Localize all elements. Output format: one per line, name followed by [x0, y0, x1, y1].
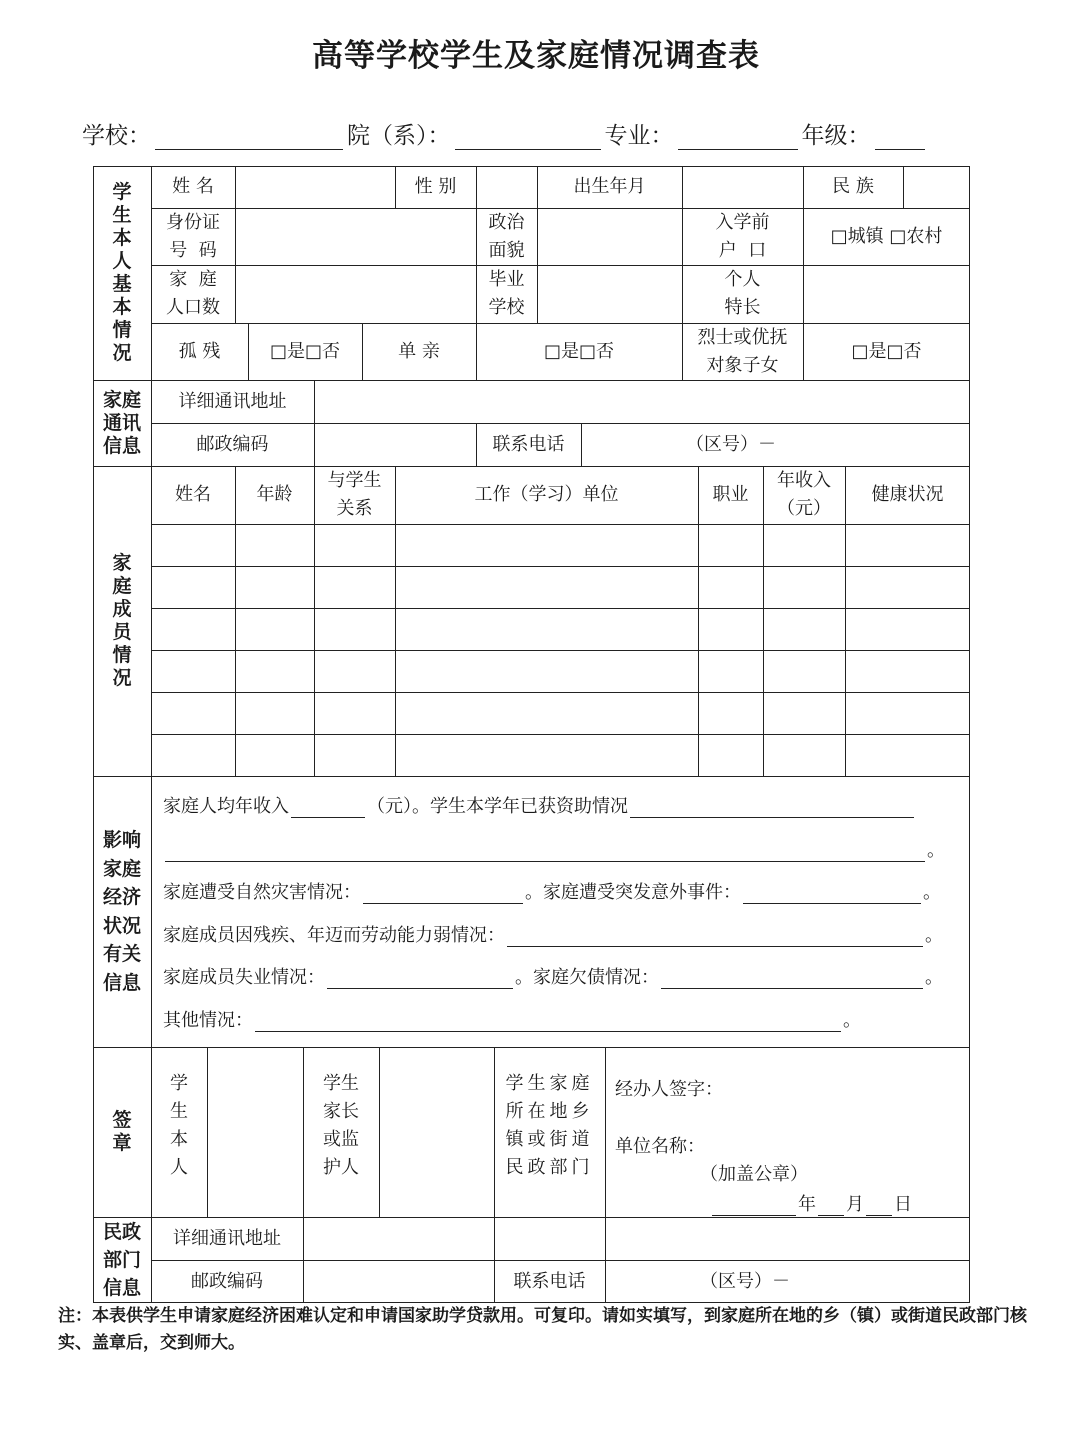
- student-signature-label: 学 生 本 人: [170, 1073, 188, 1178]
- aid-received-field-cont[interactable]: [165, 841, 925, 862]
- other-field[interactable]: [255, 1011, 841, 1032]
- hukou-options[interactable]: □城镇 □农村: [830, 225, 943, 247]
- martyr-checkbox[interactable]: □是□否: [851, 340, 922, 362]
- id-label: 身份证 号 码: [166, 211, 220, 261]
- footnote: 注：本表供学生申请家庭经济困难认定和申请国家助学贷款用。可复印。请如实填写，到家庭所在地的乡（镇）或街道民政部门核实、盖章后，交到师大。: [58, 1306, 1027, 1353]
- unit-name-label: 单位名称：: [615, 1136, 705, 1157]
- members-row-1[interactable]: [151, 524, 970, 566]
- accident-field[interactable]: [743, 883, 921, 904]
- major-field[interactable]: [678, 119, 798, 150]
- ethnicity-label: 民 族: [832, 176, 874, 197]
- name-field[interactable]: [235, 166, 395, 208]
- economy-line-3: 家庭遭受自然灾害情况： 。家庭遭受突发意外事件： 。: [163, 882, 941, 903]
- civil-address-field[interactable]: [303, 1217, 970, 1260]
- birth-label: 出生年月: [573, 176, 646, 197]
- members-header-relation: 与学生 关系: [327, 470, 382, 519]
- members-header-employer: 工作（学习）单位: [474, 484, 619, 505]
- major-label: 专业：: [604, 123, 674, 149]
- members-row-3[interactable]: [151, 608, 970, 650]
- form-title: 高等学校学生及家庭情况调查表: [312, 38, 760, 74]
- section-signature-label: 签章: [112, 1109, 132, 1154]
- family-size-label: 家 庭 人口数: [166, 269, 220, 318]
- department-label: 院（系）：: [347, 123, 451, 149]
- members-header-occupation: 职业: [712, 484, 749, 505]
- date-line: 年 月 日: [710, 1190, 912, 1216]
- economy-line-6: 其他情况： 。: [163, 1010, 861, 1031]
- martyr-label: 烈士或优抚 对象子女: [697, 326, 788, 376]
- per-capita-income-field[interactable]: [291, 797, 365, 818]
- members-header-health: 健康状况: [871, 484, 944, 505]
- graduate-school-label: 毕业 学校: [488, 269, 525, 318]
- student-signature-field[interactable]: [207, 1047, 303, 1217]
- contact-phone-label: 联系电话: [492, 433, 565, 455]
- members-row-2[interactable]: [151, 566, 970, 608]
- contact-address-label: 详细通讯地址: [178, 390, 287, 412]
- debt-field[interactable]: [661, 968, 923, 989]
- section-economy-label: 影响家庭经济状况有关信息: [102, 829, 141, 994]
- gender-label: 性 别: [414, 176, 457, 197]
- economy-line-4: 家庭成员因残疾、年迈而劳动能力弱情况： 。: [163, 925, 943, 946]
- economy-line-5: 家庭成员失业情况： 。家庭欠债情况： 。: [163, 967, 943, 988]
- aid-received-field[interactable]: [630, 797, 914, 818]
- handler-signature-label: 经办人签字：: [615, 1079, 723, 1100]
- name-label: 姓 名: [172, 176, 214, 197]
- grade-field[interactable]: [875, 119, 925, 150]
- contact-area-code[interactable]: （区号）－: [686, 433, 776, 455]
- civil-phone-label: 联系电话: [513, 1270, 586, 1292]
- economy-line-1: 家庭人均年收入 （元）。学生本学年已获资助情况: [163, 792, 916, 818]
- month-field[interactable]: [818, 1195, 844, 1216]
- civil-area-code[interactable]: （区号）－: [700, 1270, 790, 1292]
- political-label: 政治 面貌: [488, 211, 525, 261]
- members-header-age: 年龄: [256, 484, 293, 505]
- civil-dept-label: 学生家庭 所在地乡 镇或街道 民政部门: [505, 1073, 594, 1178]
- single-parent-checkbox[interactable]: □是□否: [543, 340, 614, 362]
- section-basic-label: 学生本人基本情况: [112, 181, 132, 364]
- specialty-label: 个人 特长: [724, 269, 761, 318]
- section-contact-label: 家庭通讯信息: [102, 388, 141, 457]
- guardian-signature-field[interactable]: [379, 1047, 494, 1217]
- seal-label: （加盖公章）: [700, 1164, 808, 1185]
- unemployment-field[interactable]: [327, 968, 513, 989]
- section-members-label: 家庭成员情况: [112, 552, 132, 689]
- department-field[interactable]: [455, 119, 601, 150]
- civil-address-label: 详细通讯地址: [173, 1227, 281, 1249]
- guardian-signature-label: 学生 家长 或监 护人: [323, 1073, 359, 1178]
- school-label: 学校：: [82, 123, 151, 149]
- day-field[interactable]: [866, 1195, 892, 1216]
- header-fields: [82, 117, 929, 150]
- orphan-checkbox[interactable]: □是□否: [269, 340, 340, 362]
- grade-label: 年级：: [801, 123, 871, 149]
- contact-postcode-label: 邮政编码: [196, 433, 269, 455]
- disability-field[interactable]: [507, 926, 923, 947]
- members-row-6[interactable]: [151, 734, 970, 776]
- economy-line-2: 。: [163, 836, 945, 862]
- disaster-field[interactable]: [363, 883, 523, 904]
- civil-postcode-label: 邮政编码: [191, 1270, 263, 1292]
- year-field[interactable]: [712, 1195, 796, 1216]
- members-row-5[interactable]: [151, 692, 970, 734]
- single-parent-label: 单 亲: [398, 340, 440, 362]
- hukou-label: 入学前 户 口: [715, 211, 770, 261]
- contact-address-field[interactable]: [314, 380, 970, 423]
- members-header-name: 姓名: [175, 484, 211, 505]
- members-header-income: 年收入 （元）: [777, 470, 831, 519]
- orphan-label: 孤 残: [178, 340, 221, 362]
- members-row-4[interactable]: [151, 650, 970, 692]
- school-field[interactable]: [155, 119, 343, 150]
- section-civil-label: 民政部门信息: [102, 1221, 141, 1299]
